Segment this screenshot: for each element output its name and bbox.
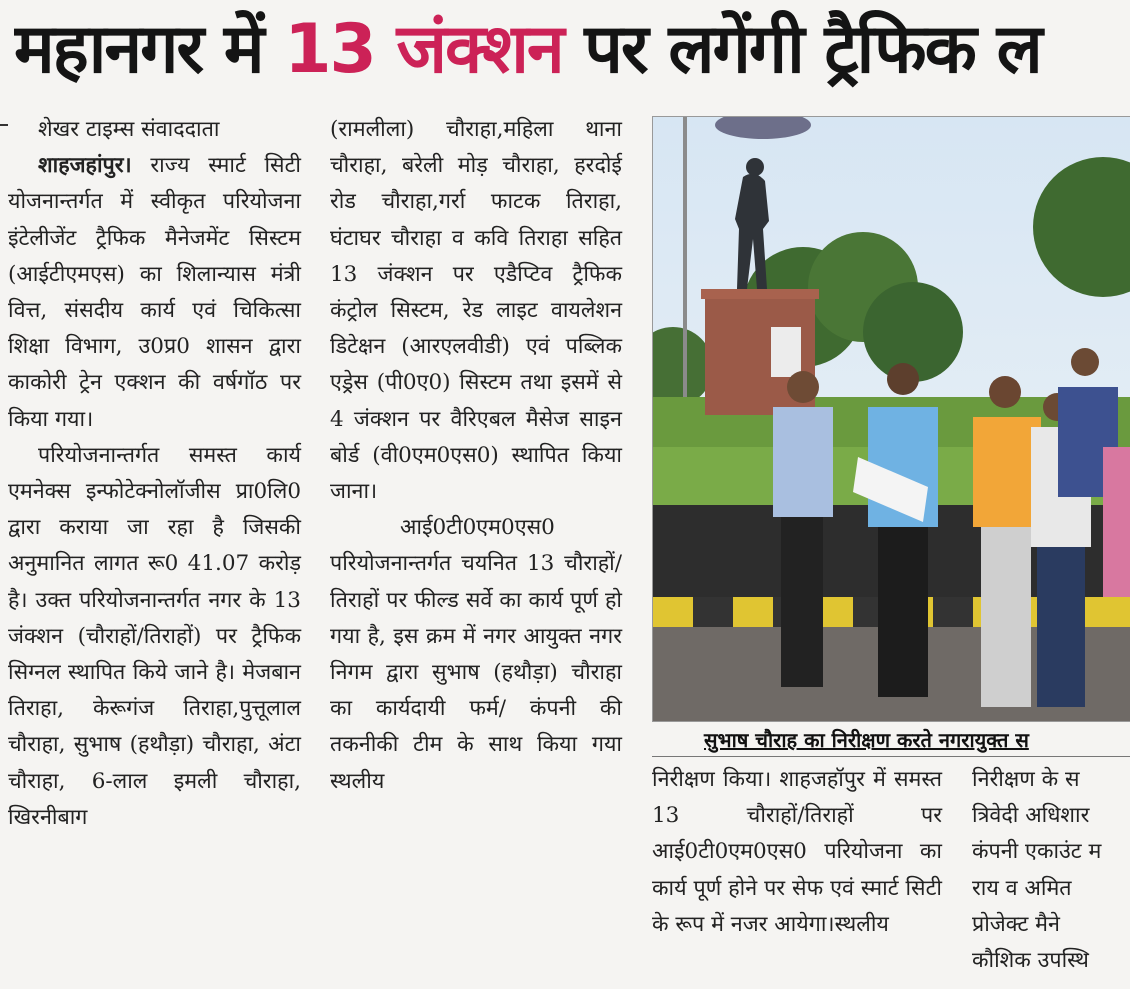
article-column-2	[330, 112, 622, 800]
byline: शेखर टाइम्स संवाददाता	[38, 117, 220, 142]
inspection-photo	[652, 116, 1130, 722]
article-column-1	[8, 112, 301, 836]
headline-part2: पर लगेंगी ट्रैफिक ल	[562, 10, 1041, 89]
article-paragraph-1	[8, 148, 301, 438]
column4-line-3: कंपनी एकाउंट म	[972, 839, 1102, 865]
caption-rule	[652, 756, 1130, 757]
photo-illustration	[653, 117, 1130, 721]
column4-line-6: कौशिक उपस्थि	[972, 948, 1089, 974]
dateline: शाहजहांपुर।	[38, 153, 132, 179]
article-paragraph-3: (रामलीला) चौराहा,महिला थाना चौराहा, बरेली मोड़ चौराहा, हरदोई रोड चौराहा,गर्रा फाटक तिराहा, घंटाघर चौराहा व कवि तिराहा सहित 13 जंक्शन पर एडैप्टिव ट्रैफिक कंट्रोल सिस्टम, रेड लाइट वायलेशन डिटेक्षन (आरएलवीडी) एवं पब्लिक एड्रेस (पी0ए0) सिस्टम तथा इसमें से 4 जंक्शन पर वैरिएबल मैसेज साइन बोर्ड (वी0एम0एस0) स्थापित किया जाना।	[330, 117, 622, 505]
article-column-4	[972, 762, 1130, 979]
column-marker	[0, 124, 8, 126]
column4-line-2: त्रिवेदी अधिशार	[972, 803, 1090, 829]
column4-line-5: प्रोजेक्ट मैने	[972, 911, 1060, 937]
column4-line-4: राय व अमित	[972, 875, 1072, 901]
paragraph-1-text: राज्य स्मार्ट सिटी योजनान्तर्गत में स्वीकृत परियोजना इंटेलीजेंट ट्रैफिक मैनेजमेंट सिस्टम (आईटीएमएस) का शिलान्यास मंत्री वित्त, संसदीय कार्य एवं चिकित्सा शिक्षा विभाग, उ0प्र0 शासन द्वारा काकोरी ट्रेन एक्शन की वर्षगॉठ पर किया गया।	[8, 153, 301, 432]
article-column-3	[652, 762, 942, 943]
headline-part1: महानगर में	[14, 10, 285, 89]
headline-highlight: 13 जंक्शन	[284, 10, 563, 89]
article-paragraph-4: आई0टी0एम0एस0 परियोजनान्तर्गत चयनित 13 चौराहों/तिराहों पर फील्ड सर्वे का कार्य पूर्ण हो गया है, इस क्रम में नगर आयुक्त नगर निगम द्वारा सुभाष (हथौड़ा) चौराहा का कार्यदायी फर्म/ कंपनी की तकनीकी टीम के साथ किया गया स्थलीय	[330, 515, 622, 794]
article-paragraph-2: परियोजनान्तर्गत समस्त कार्य एमनेक्स इन्फोटेक्नोलॉजीस प्रा0लि0 द्वारा कराया जा रहा है जिसकी अनुमानित लागत रू0 41.07 करोड़ है। उक्त परियोजनान्तर्गत नगर के 13 जंक्शन (चौराहों/तिराहों) पर ट्रैफिक सिग्नल स्थापित किये जाने है। मेजबान तिराहा, केरूगंज तिराहा,पुत्तूलाल चौराहा, सुभाष (हथौड़ा) चौराहा, अंटा चौराहा, 6-लाल इमली चौराहा, खिरनीबाग	[8, 442, 301, 830]
headline	[14, 4, 1130, 96]
photo-caption: सुभाष चौराह का निरीक्षण करते नगरायुक्त स	[704, 728, 1029, 752]
article-paragraph-5: निरीक्षण किया। शाहजहॉपुर में समस्त 13 चौराहों/तिराहों पर आई0टी0एम0एस0 परियोजना का कार्य पूर्ण होने पर सेफ एवं स्मार्ट सिटी के रूप में नजर आयेगा।स्थलीय	[652, 767, 942, 937]
column4-line-1: निरीक्षण के स	[972, 767, 1080, 792]
